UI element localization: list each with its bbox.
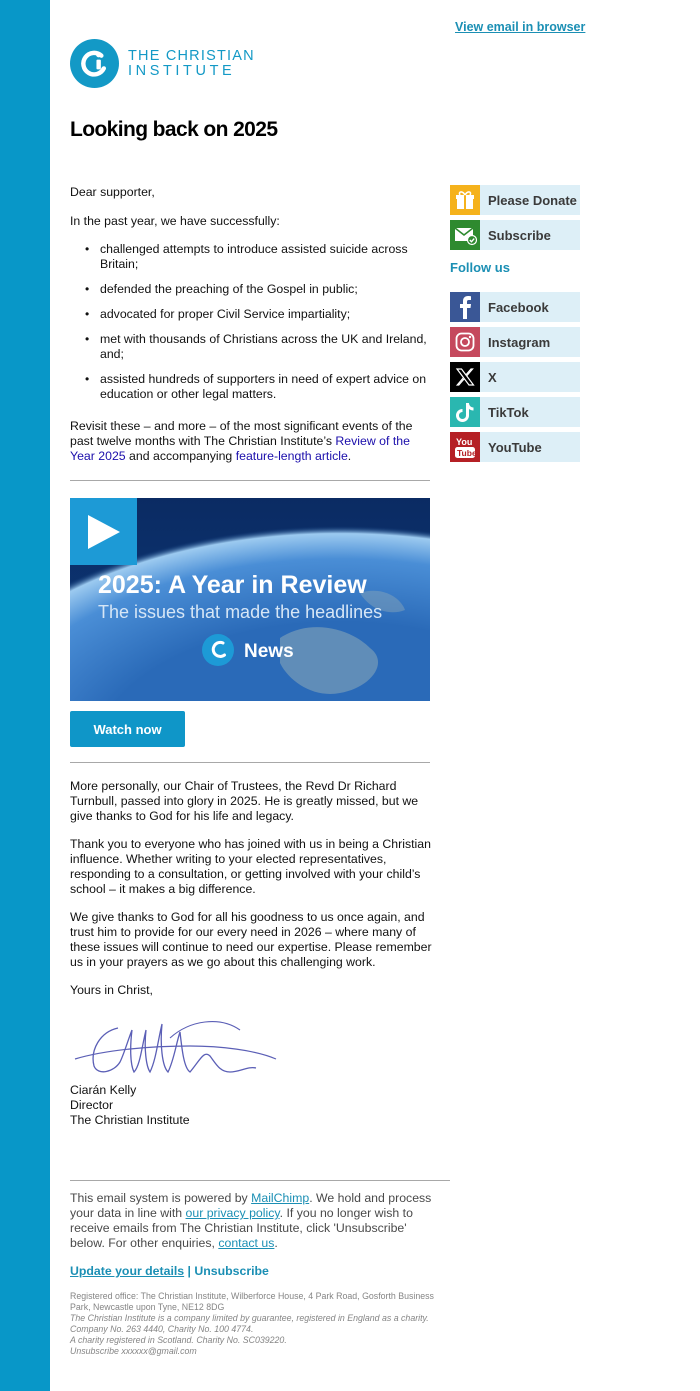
email-body [50, 0, 700, 1391]
view-in-browser-link[interactable]: View email in browser [455, 20, 586, 34]
footer-text-mid1: . We hold and process your data in line with [70, 1191, 432, 1220]
footer-actions [70, 1264, 269, 1278]
earth-banner-image [70, 498, 430, 701]
list-item: • met with thousands of Christians across the UK and Ireland, and; [70, 332, 430, 362]
intro-section [70, 185, 430, 464]
facebook-icon [450, 292, 480, 322]
x-label: X [488, 369, 497, 385]
signature-image [70, 1010, 290, 1086]
signatory-org: The Christian Institute [70, 1113, 190, 1127]
svg-text:Tube: Tube [457, 448, 477, 458]
x-icon [450, 362, 480, 392]
divider [70, 480, 430, 481]
privacy-policy-link[interactable]: our privacy policy [185, 1206, 280, 1220]
footer-separator: | [184, 1264, 195, 1278]
contact-us-link[interactable]: contact us [218, 1236, 275, 1250]
scotland-charity: A charity registered in Scotland. Charity No. SC039220. [70, 1335, 287, 1345]
sidebar [450, 185, 580, 467]
tiktok-icon [450, 397, 480, 427]
youtube-link[interactable] [450, 432, 580, 462]
divider [70, 762, 430, 763]
footer-text-mid2: . If you no longer wish to receive emails from The Christian Institute, click 'Unsubscribe' below. For other enquiries, [70, 1206, 413, 1250]
email-headline: Looking back on 2025 [70, 118, 278, 141]
footer-paragraph [70, 1191, 442, 1251]
signatory-role: Director [70, 1098, 114, 1112]
logo-text-line2: INSTITUTE [128, 62, 236, 79]
footer-text-end: . [274, 1236, 278, 1250]
company-status: The Christian Institute is a company limited by guarantee, registered in England as a charity. [70, 1313, 429, 1323]
facebook-link[interactable] [450, 292, 580, 322]
svg-text:You: You [456, 437, 473, 447]
tiktok-link[interactable] [450, 397, 580, 427]
list-item: • advocated for proper Civil Service impartiality; [70, 307, 430, 322]
list-item: • assisted hundreds of supporters in need of expert advice on education or other legal matters. [70, 372, 430, 402]
company-numbers: Company No. 263 4440, Charity No. 100 4774. [70, 1324, 254, 1334]
footer-divider [70, 1180, 450, 1181]
list-item: • defended the preaching of the Gospel in public; [70, 282, 430, 297]
revisit-text-start: Revisit these – and more – of the most significant events of the past twelve months with The Christian Institute’s [70, 419, 413, 448]
instagram-label: Instagram [488, 334, 551, 350]
prayer-paragraph: We give thanks to God for all his goodness to us once again, and trust him to provide for our every need in 2026 – where many of these issues will continue to need our expertise. Please remember us in your prayers as we go about this challenging work. [70, 910, 432, 969]
watch-now-button[interactable]: Watch now [70, 711, 185, 747]
feature-article-link[interactable]: feature-length article [235, 449, 348, 463]
list-item: • challenged attempts to introduce assisted suicide across Britain; [70, 242, 430, 272]
instagram-link[interactable] [450, 327, 580, 357]
legal-info [70, 1291, 440, 1357]
tribute-paragraph: More personally, our Chair of Trustees, the Revd Dr Richard Turnbull, passed into glory in 2025. He is greatly missed, but we give thanks to God for his life and legacy. [70, 779, 419, 823]
unsubscribe-address: Unsubscribe xxxxxx@gmail.com [70, 1346, 197, 1356]
youtube-icon [450, 432, 480, 462]
ci-logo-icon [70, 39, 119, 88]
achievements-list [70, 242, 430, 402]
envelope-check-icon [450, 220, 480, 250]
instagram-icon [450, 327, 480, 357]
closing-line: Yours in Christ, [70, 983, 153, 997]
follow-us-heading: Follow us [450, 260, 510, 275]
gift-icon [450, 185, 480, 215]
signoff-block [70, 1083, 190, 1128]
revisit-paragraph [70, 419, 430, 464]
tiktok-label: TikTok [488, 404, 529, 420]
facebook-label: Facebook [488, 299, 549, 315]
revisit-text-end: . [347, 449, 352, 463]
signatory-name: Ciarán Kelly [70, 1083, 137, 1097]
video-subtitle: The issues that made the headlines [98, 602, 383, 622]
review-of-year-link[interactable]: Review of the Year 2025 [70, 434, 410, 463]
thanks-paragraph: Thank you to everyone who has joined with us in being a Christian influence. Whether writing to your elected representatives, responding to a consultation, or getting involved with your child’s school – it makes a big difference. [70, 837, 431, 896]
logo-text-line1: THE CHRISTIAN [128, 47, 255, 64]
video-thumbnail[interactable] [70, 498, 430, 701]
registered-office: Registered office: The Christian Institute, Wilberforce House, 4 Park Road, Gosforth Business Park, Newcastle upon Tyne, NE12 8DG [70, 1291, 434, 1312]
mailchimp-link[interactable]: MailChimp [251, 1191, 310, 1205]
closing-section [70, 779, 432, 1011]
donate-button[interactable] [450, 185, 580, 215]
unsubscribe-link[interactable]: Unsubscribe [194, 1264, 269, 1278]
video-news-badge: News [244, 641, 294, 662]
donate-label: Please Donate [488, 192, 577, 208]
brand-side-stripe [0, 0, 50, 1391]
youtube-label: YouTube [488, 439, 542, 455]
footer-text-start: This email system is powered by [70, 1191, 252, 1205]
subscribe-label: Subscribe [488, 227, 551, 243]
x-link[interactable] [450, 362, 580, 392]
revisit-text-middle: and accompanying [125, 449, 236, 463]
video-title: 2025: A Year in Review [98, 571, 367, 599]
christian-institute-logo[interactable] [70, 39, 255, 88]
update-details-link[interactable]: Update your details [70, 1264, 185, 1278]
subscribe-button[interactable] [450, 220, 580, 250]
greeting: Dear supporter, [70, 185, 155, 199]
intro-lead: In the past year, we have successfully: [70, 214, 280, 228]
